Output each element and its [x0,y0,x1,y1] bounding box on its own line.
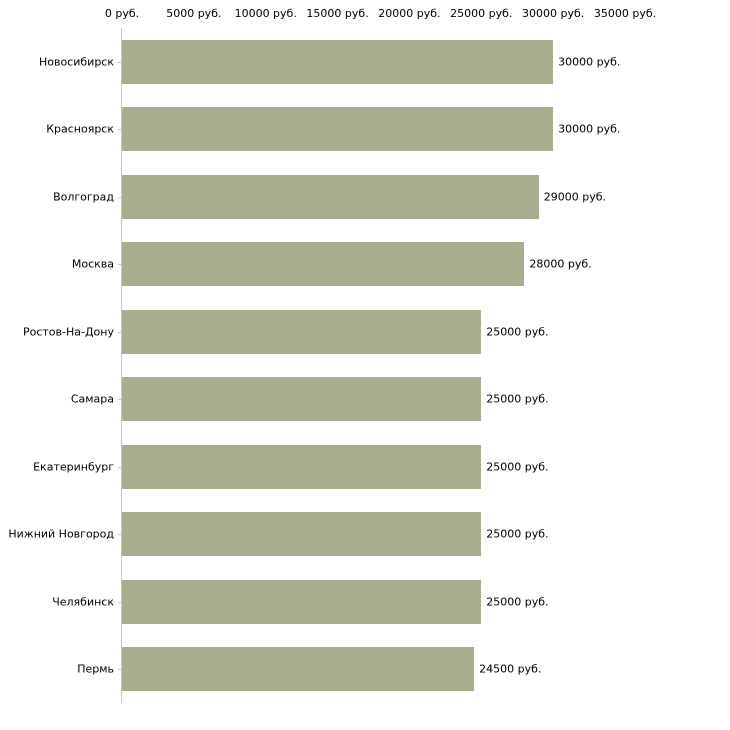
bar[interactable] [122,40,553,84]
y-tick-mark [118,129,122,130]
bar-value-label: 25000 руб. [486,325,549,339]
x-tick-label: 35000 руб. [593,7,657,20]
bar[interactable] [122,242,524,286]
bar[interactable] [122,647,474,691]
y-tick-mark [118,399,122,400]
y-tick-mark [118,534,122,535]
y-category-label: Волгоград [53,190,114,204]
y-tick-mark [118,62,122,63]
bar-row [122,647,730,691]
y-category-label: Екатеринбург [33,460,114,474]
x-tick-label: 25000 руб. [450,7,513,20]
bar-row [122,242,730,286]
y-tick-mark [118,332,122,333]
y-category-label: Москва [71,257,114,271]
y-tick-mark [118,467,122,468]
y-category-label: Новосибирск [38,55,114,69]
bar-value-label: 29000 руб. [543,190,607,204]
bar-value-label: 25000 руб. [486,595,549,609]
bar[interactable] [122,377,481,421]
y-category-label: Самара [70,392,114,406]
y-category-label: Пермь [77,662,114,676]
y-tick-mark [118,197,122,198]
y-tick-mark [118,264,122,265]
bar[interactable] [122,445,481,489]
x-tick-label: 10000 руб. [234,7,297,20]
bar[interactable] [122,175,539,219]
bar-row [122,580,730,624]
bar-row [122,175,730,219]
bar-value-label: 28000 руб. [529,257,592,271]
x-axis-tick-labels [0,8,730,28]
y-tick-mark [118,669,122,670]
y-tick-mark [118,602,122,603]
bar-value-label: 25000 руб. [486,460,549,474]
y-category-label: Нижний Новгород [8,527,114,541]
y-category-label: Ростов-На-Дону [22,325,114,339]
y-category-label: Красноярск [46,122,114,136]
bar[interactable] [122,580,481,624]
bar[interactable] [122,107,553,151]
bar-value-label: 30000 руб. [558,55,621,69]
x-tick-label: 30000 руб. [522,7,585,20]
x-tick-label: 15000 руб. [306,7,369,20]
bar-value-label: 24500 руб. [479,662,542,676]
y-category-label: Челябинск [52,595,114,609]
bar[interactable] [122,512,481,556]
bar-value-label: 30000 руб. [558,122,621,136]
bar[interactable] [122,310,481,354]
bar-value-label: 25000 руб. [486,527,549,541]
bar-row [122,445,730,489]
bar-row [122,40,730,84]
x-tick-label: 0 руб. [104,7,140,20]
bar-row [122,310,730,354]
bar-value-label: 25000 руб. [486,392,549,406]
bar-row [122,107,730,151]
bar-row [122,377,730,421]
bar-row [122,512,730,556]
x-tick-label: 5000 руб. [166,7,222,20]
plot-area [122,28,730,708]
x-tick-label: 20000 руб. [378,7,441,20]
